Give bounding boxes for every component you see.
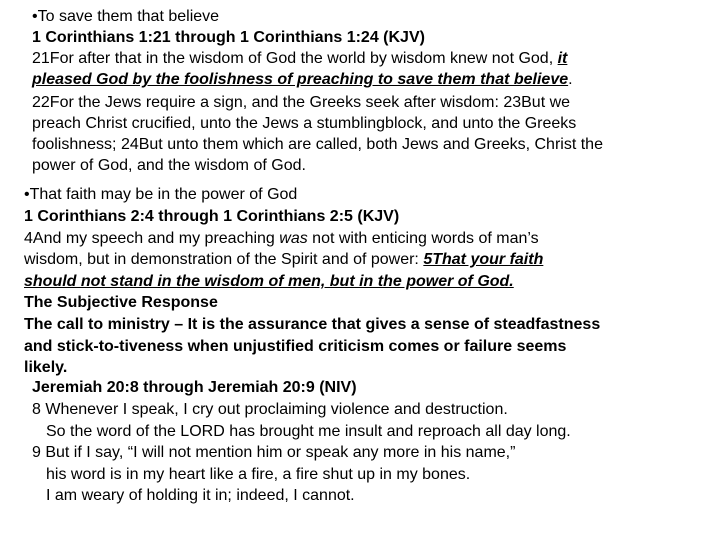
section2-line-1-italic: was (279, 230, 308, 247)
call-to-ministry-line-2: and stick-to-tiveness when unjustified criticism comes or failure seems (24, 338, 567, 355)
section1-line-4: preach Christ crucified, unto the Jews a stumblingblock, and unto the Greeks (32, 115, 577, 132)
section2-line-1 (24, 228, 539, 249)
section2-heading: •That faith may be in the power of God (24, 186, 298, 203)
section1-heading: •To save them that believe (32, 8, 220, 25)
section1-line-5: foolishness; 24But unto them which are called, both Jews and Greeks, Christ the (32, 136, 603, 153)
section1-line-6: power of God, and the wisdom of God. (32, 157, 306, 174)
section3-line-3: 9 But if I say, “I will not mention him or speak any more in his name,” (32, 444, 516, 461)
section1-line-2-emphasis: pleased God by the foolishness of preaching to save them that believe (32, 71, 569, 88)
section3-line-2: So the word of the LORD has brought me insult and reproach all day long. (46, 423, 571, 440)
subjective-response-heading: The Subjective Response (24, 294, 218, 311)
section3-reference: Jeremiah 20:8 through Jeremiah 20:9 (NIV) (32, 379, 357, 396)
section3-line-5: I am weary of holding it in; indeed, I cannot. (46, 487, 355, 504)
section1-line-2 (32, 69, 573, 90)
section1-reference: 1 Corinthians 1:21 through 1 Corinthians 1:24 (KJV) (32, 29, 425, 46)
section1-line-1-text: 21For after that in the wisdom of God the world by wisdom knew not God, (32, 50, 558, 67)
section2-line-3: should not stand in the wisdom of men, but in the power of God. (24, 273, 514, 290)
section2-line-1a: 4And my speech and my preaching (24, 230, 280, 247)
section1-line-3: 22For the Jews require a sign, and the Greeks seek after wisdom: 23But we (32, 94, 571, 111)
section2-line-2a: wisdom, but in demonstration of the Spirit and of power: (24, 251, 424, 268)
call-to-ministry-line-1: The call to ministry – It is the assurance that gives a sense of steadfastness (24, 316, 601, 333)
section2-line-2 (24, 249, 543, 270)
section1-line-2-end: . (568, 71, 573, 88)
section3-line-4: his word is in my heart like a fire, a fire shut up in my bones. (46, 466, 471, 483)
section2-line-1c: not with enticing words of man’s (307, 230, 539, 247)
section2-reference: 1 Corinthians 2:4 through 1 Corinthians 2:5 (KJV) (24, 208, 400, 225)
section2-line-2-emphasis: 5That your faith (423, 251, 544, 268)
section1-line-1-emphasis: it (557, 50, 568, 67)
section1-line-1 (32, 48, 567, 69)
section3-line-1: 8 Whenever I speak, I cry out proclaiming violence and destruction. (32, 401, 508, 418)
call-to-ministry-line-3: likely. (24, 359, 68, 376)
